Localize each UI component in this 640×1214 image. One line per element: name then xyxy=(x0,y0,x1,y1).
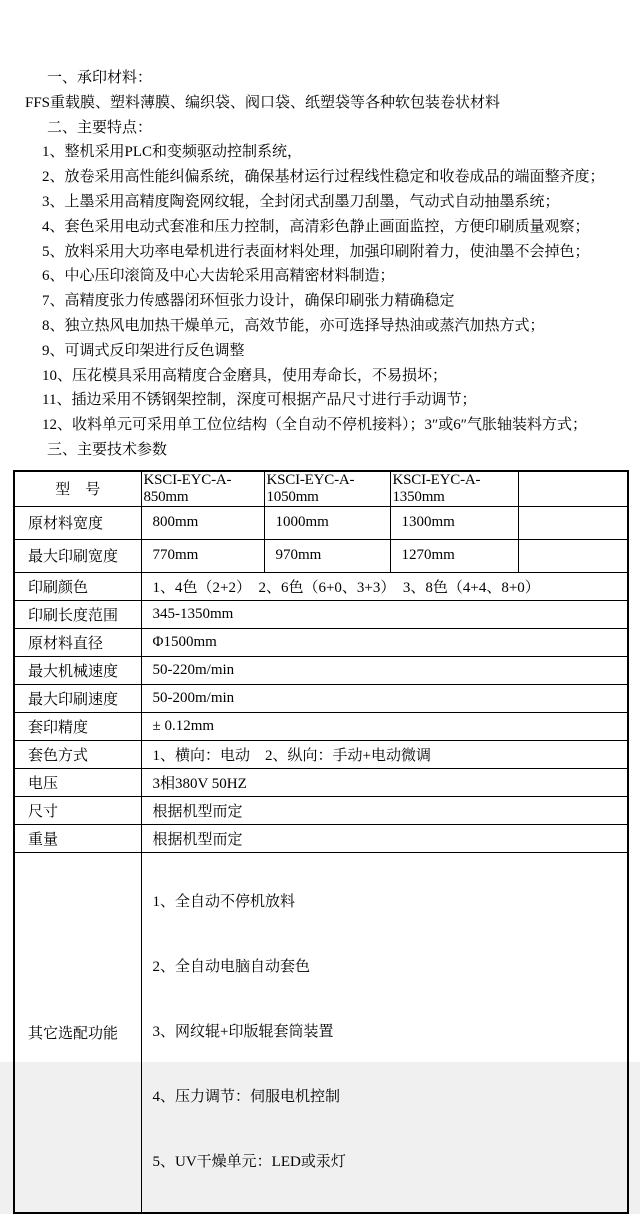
row-label: 原材料直径 xyxy=(14,628,141,656)
model-row-label: 型 号 xyxy=(14,471,141,507)
value-cell: 50-200m/min xyxy=(141,684,628,712)
table-row-register-accuracy xyxy=(14,712,628,740)
feature-item: 10、压花模具采用高精度合金磨具，使用寿命长，不易损坏； xyxy=(42,367,448,384)
row-label: 套色方式 xyxy=(14,740,141,768)
option-item: 3、网纹辊+印版辊套筒装置 xyxy=(152,1023,334,1040)
value-cell: 根据机型而定 xyxy=(141,796,628,824)
row-label: 电压 xyxy=(14,768,141,796)
row-label: 其它选配功能 xyxy=(14,852,141,1213)
value-cell: 1300mm xyxy=(390,506,518,539)
row-label: 印刷颜色 xyxy=(14,572,141,600)
option-item: 4、压力调节：伺服电机控制 xyxy=(152,1088,341,1105)
table-row-material-width xyxy=(14,506,628,539)
feature-item: 11、插边采用不锈钢架控制，深度可根据产品尺寸进行手动调节； xyxy=(42,392,477,409)
section-heading-parameters: 三、主要技术参数 xyxy=(47,441,168,458)
section-heading-materials: 一、承印材料： xyxy=(47,70,153,86)
option-item: 2、全自动电脑自动套色 xyxy=(152,958,311,975)
feature-item: 4、套色采用电动式套准和压力控制，高清彩色静止画面监控，方便印刷质量观察； xyxy=(42,218,590,235)
table-row-max-print-speed xyxy=(14,684,628,712)
value-cell: Φ1500mm xyxy=(141,628,628,656)
table-row-weight xyxy=(14,824,628,852)
options-value-cell xyxy=(141,852,628,1213)
model-cell: KSCI-EYC-A-1050mm xyxy=(264,471,390,507)
feature-item: 1、整机采用PLC和变频驱动控制系统， xyxy=(42,144,303,161)
table-row-material-diameter xyxy=(14,628,628,656)
row-label: 最大印刷宽度 xyxy=(14,539,141,572)
row-label: 原材料宽度 xyxy=(14,506,141,539)
model-cell: KSCI-EYC-A-1350mm xyxy=(390,471,518,507)
value-cell: 800mm xyxy=(141,506,264,539)
value-cell: 1、4色（2+2） 2、6色（6+0、3+3） 3、8色（4+4、8+0） xyxy=(141,572,628,600)
model-cell-empty xyxy=(518,471,628,507)
feature-item: 12、收料单元可采用单工位位结构（全自动不停机接料）；3″或6″气胀轴装料方式； xyxy=(42,417,587,434)
section-heading-features: 二、主要特点： xyxy=(47,119,153,136)
value-cell: 770mm xyxy=(141,539,264,572)
row-label: 最大机械速度 xyxy=(14,656,141,684)
table-row-model xyxy=(14,471,628,507)
feature-item: 9、可调式反印架进行反色调整 xyxy=(42,342,245,359)
value-cell: 3相380V 50HZ xyxy=(141,768,628,796)
value-cell: 根据机型而定 xyxy=(141,824,628,852)
table-row-options xyxy=(14,852,628,1213)
value-cell-empty xyxy=(518,539,628,572)
value-cell: 970mm xyxy=(264,539,390,572)
feature-item: 7、高精度张力传感器闭环恒张力设计，确保印刷张力精确稳定 xyxy=(42,293,455,310)
table-row-max-mech-speed xyxy=(14,656,628,684)
table-row-dimensions xyxy=(14,796,628,824)
intro-section xyxy=(0,0,640,463)
value-cell-empty xyxy=(518,506,628,539)
row-label: 套印精度 xyxy=(14,712,141,740)
table-row-print-length xyxy=(14,600,628,628)
value-cell: 1000mm xyxy=(264,506,390,539)
row-label: 重量 xyxy=(14,824,141,852)
table-row-colors xyxy=(14,572,628,600)
value-cell: ± 0.12mm xyxy=(141,712,628,740)
table-row-register-mode xyxy=(14,740,628,768)
row-label: 印刷长度范围 xyxy=(14,600,141,628)
materials-line: FFS重载膜、塑料薄膜、编织袋、阀口袋、纸塑袋等各种软包装卷状材料 xyxy=(25,94,501,111)
spec-table xyxy=(13,470,629,1214)
value-cell: 1、横向：电动 2、纵向：手动+电动微调 xyxy=(141,740,628,768)
model-cell: KSCI-EYC-A-850mm xyxy=(141,471,264,507)
value-cell: 1270mm xyxy=(390,539,518,572)
value-cell: 50-220m/min xyxy=(141,656,628,684)
row-label: 尺寸 xyxy=(14,796,141,824)
feature-item: 8、独立热风电加热干燥单元，高效节能，亦可选择导热油或蒸汽加热方式； xyxy=(42,317,545,334)
row-label: 最大印刷速度 xyxy=(14,684,141,712)
option-item: 1、全自动不停机放料 xyxy=(152,893,296,910)
feature-item: 3、上墨采用高精度陶瓷网纹辊，全封闭式刮墨刀刮墨，气动式自动抽墨系统； xyxy=(42,193,560,210)
table-row-print-width xyxy=(14,539,628,572)
feature-item: 6、中心压印滚筒及中心大齿轮采用高精密材料制造； xyxy=(42,268,395,285)
value-cell: 345-1350mm xyxy=(141,600,628,628)
feature-item: 5、放料采用大功率电晕机进行表面材料处理，加强印刷附着力，使油墨不会掉色； xyxy=(42,243,590,260)
feature-item: 2、放卷采用高性能纠偏系统，确保基材运行过程线性稳定和收卷成品的端面整齐度； xyxy=(42,169,605,186)
table-row-voltage xyxy=(14,768,628,796)
option-item: 5、UV干燥单元：LED或汞灯 xyxy=(152,1153,346,1170)
